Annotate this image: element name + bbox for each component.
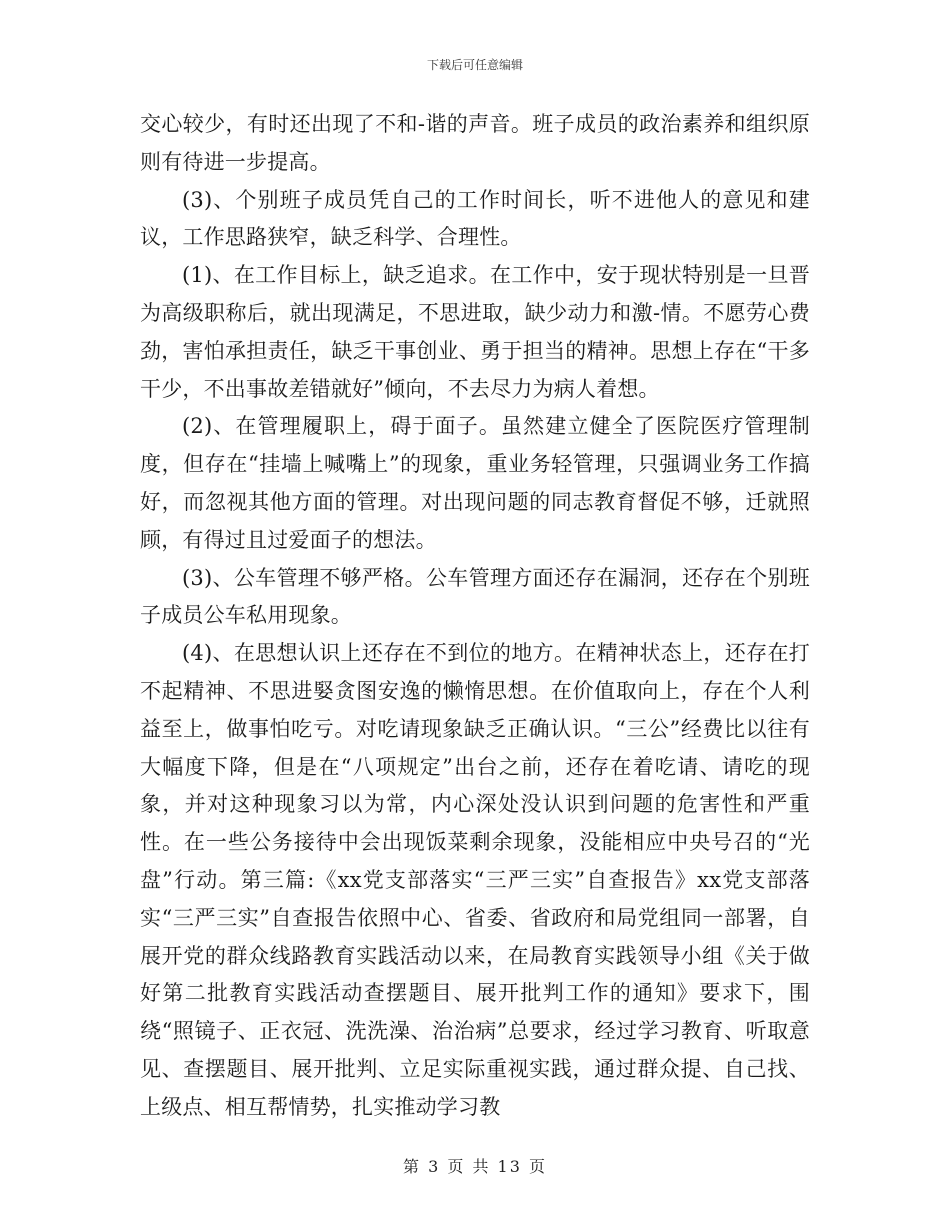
paragraph-3: (1)、在工作目标上，缺乏追求。在工作中，安于现状特别是一旦晋为高级职称后，就出现满足，不思进取，缺少动力和激-情。不愿劳心费劲，害怕承担责任，缺乏干事创业、勇于担当的精神。思想上存在“干多干少，不出事故差错就好”倾向，不去尽力为病人着想。 — [140, 263, 810, 401]
document-body — [140, 106, 810, 1127]
page-footer: 第 3 页 共 13 页 — [403, 1157, 547, 1176]
page-header: 下载后可任意编辑 — [426, 58, 523, 72]
paragraph-4: (2)、在管理履职上，碍于面子。虽然建立健全了医院医疗管理制度，但存在“挂墙上喊嘴上”的现象，重业务轻管理，只强调业务工作搞好，而忽视其他方面的管理。对出现问题的同志教育督促不够，迁就照顾，有得过且过爱面子的想法。 — [140, 414, 810, 552]
paragraph-1: 交心较少，有时还出现了不和-谐的声音。班子成员的政治素养和组织原则有待进一步提高。 — [140, 112, 810, 174]
paragraph-2: (3)、个别班子成员凭自己的工作时间长，听不进他人的意见和建议，工作思路狭窄，缺乏科学、合理性。 — [140, 187, 810, 250]
paragraph-6: (4)、在思想认识上还存在不到位的地方。在精神状态上，还存在打不起精神、不思进婜贪图安逸的懒惰思想。在价值取向上，存在个人利益至上，做事怕吃亏。对吃请现象缺乏正确认识。“三公”经费比以往有大幅度下降，但是在“八项规定”出台之前，还存在着吃请、请吃的现象，并对这种现象习以为常，内心深处没认识到问题的危害性和严重性。在一些公务接待中会出现饭菜剩余现象，没能相应中央号召的“光盘”行动。第三篇:《xx党支部落实“三严三实”自查报告》xx党支部落实“三严三实”自查报告依照中心、省委、省政府和局党组同一部署，自展开党的群众线路教育实践活动以来，在局教育实践领导小组《关于做好第二批教育实践活动查摆题目、展开批判工作的通知》要求下，围绕“照镜子、正衣冠、洗洗澡、治治病”总要求，经过学习教育、听取意见、查摆题目、展开批判、立足实际重视实践，通过群众提、自己找、上级点、相互帮情势，扎实推动学习教 — [140, 641, 810, 1119]
paragraph-5: (3)、公车管理不够严格。公车管理方面还存在漏洞，还存在个别班子成员公车私用现象。 — [140, 565, 810, 628]
